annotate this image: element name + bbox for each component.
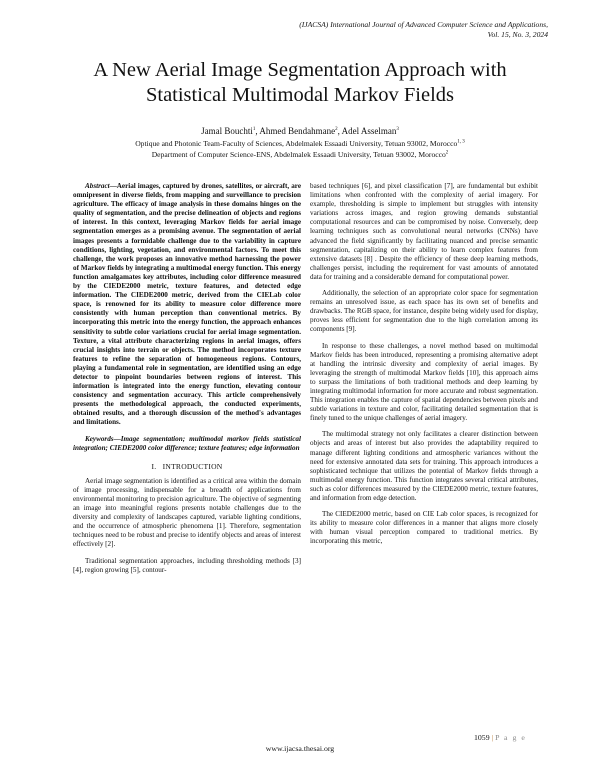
- body-paragraph: In response to these challenges, a novel method based on multimodal Markov fields has been introduced, representing a promising alternative adept at handling the intrinsic diversity and complexity of aerial images. By leveraging the strength of multimodal Markov fields [10], this approach aims to surpass the limitations of both traditional methods and deep learning by integrating multimodal information for more accurate and robust segmentation. This integration enables the capture of spatial dependencies between pixels and subtle variations in texture and color, facilitating detailed segmentation that is finely tuned to the unique challenges of aerial imagery.: [310, 341, 538, 423]
- author-superscript: 1: [252, 127, 256, 132]
- footer-url[interactable]: www.ijacsa.thesai.org: [265, 744, 335, 753]
- title-line-1: A New Aerial Image Segmentation Approach with: [93, 59, 507, 81]
- author-superscript: 2: [335, 127, 338, 132]
- affiliation-text: Optique and Photonic Team-Faculty of Sciences, Abdelmalek Essaadi University, Tetuan 93002, Morocco: [135, 139, 458, 148]
- abstract: [73, 182, 301, 428]
- author-list: [40, 126, 560, 137]
- body-paragraph: The CIEDE2000 metric, based on CIE Lab color spaces, is recognized for its ability to measure color differences in a manner that aligns more closely with human visual perception compared to traditional metrics. By incorporating this metric,: [310, 510, 538, 546]
- journal-header: [188, 20, 548, 40]
- affiliation-1: [40, 139, 560, 149]
- section-title-rest: NTRODUCTION: [165, 461, 223, 471]
- journal-volume: Vol. 15, No. 3, 2024: [487, 30, 548, 39]
- abstract-lead: Abstract: [85, 182, 110, 190]
- affiliation-superscript: 1, 3: [457, 139, 465, 145]
- affiliation-superscript: 2: [445, 150, 449, 156]
- page-number: [474, 733, 526, 742]
- page-number-value: 1059: [474, 733, 490, 742]
- body-paragraph: Aerial image segmentation is identified as a critical area within the domain of image processing, indispensable for a breadth of applications from environmental monitoring to precision agriculture. The objective of segmenting an image into meaningful regions presents notable challenges due to the diversity and complexity of landscapes captured, variable lighting conditions, and the occurrence of atmospheric phenomena [1]. Therefore, segmentation techniques need to be robust and precise to identify objects and areas of interest effectively [2].: [73, 476, 301, 549]
- paper-title: [40, 58, 560, 108]
- page-separator: |: [491, 733, 494, 742]
- left-column: [73, 182, 301, 582]
- author-name: , Adel Asselman: [337, 126, 397, 136]
- author-name: Jamal Bouchti: [201, 126, 253, 136]
- body-paragraph: Additionally, the selection of an appropriate color space for segmentation remains an unresolved issue, as each space has its own set of benefits and drawbacks. The RGB space, for instance, despite being widely used for display, proves less efficient for segmentation due to the high correlation among its components [9].: [310, 289, 538, 334]
- journal-name: (IJACSA) International Journal of Advanced Computer Science and Applications,: [299, 20, 548, 29]
- right-column: [310, 182, 538, 553]
- body-paragraph: The multimodal strategy not only facilitates a clearer distinction between objects and areas of interest but also provides the adaptability required to manage different lighting conditions and atmospheric variances without the need for extensive annotated data sets for training. This approach introduces a sophisticated technique that utilizes the potential of Markov fields through a multimodal energy function. This function integrates several critical attributes, such as color differences measured by the CIEDE2000 metric, texture features, and information from edge detection.: [310, 430, 538, 502]
- affiliation-2: [40, 150, 560, 160]
- abstract-text: —Aerial images, captured by drones, satellites, or aircraft, are omnipresent in diverse fields, from mapping and surveillance to precision agriculture. The efficacy of image analysis in these domains hinges on the quality of segmentation, and the precise delineation of objects and regions of interest. In this context, leveraging Markov fields for aerial image segmentation emerges as a promising avenue. The segmentation of aerial images presents a formidable challenge due to the variability in capture conditions, lighting, vegetation, and environmental factors. To meet this challenge, the work proposes an innovative method harnessing the power of Markov fields by integrating a multimodal energy function. This energy function amalgamates key attributes, including color difference measured by the CIEDE2000 metric, texture features, and detected edge information. The CIEDE2000 metric, derived from the CIELab color space, is renowned for its ability to measure color difference more consistently with human perception than conventional metrics. By incorporating this metric into the energy function, the approach enhances sensitivity to subtle color variations crucial for aerial image segmentation. Texture, a vital attribute characterizing regions in aerial images, offers crucial insights into terrain or objects. The method incorporates texture features to refine the separation of homogeneous regions. Contours, playing a fundamental role in segmentation, are identified using an edge detector to pinpoint boundaries between regions of interest. This information is integrated into the energy function, elevating contour consistency and segmentation accuracy. This article comprehensively presents the methodological approach, the conducted experiments, obtained results, and a thorough discussion of the method's advantages and limitations.: [73, 182, 301, 427]
- page-word: P a g e: [495, 733, 527, 742]
- author-superscript: 3: [396, 127, 399, 132]
- section-title-initial: I: [162, 461, 166, 471]
- section-heading-introduction: [73, 462, 301, 471]
- author-name: , Ahmed Bendahmane: [255, 126, 336, 136]
- body-paragraph: based techniques [6], and pixel classification [7], are fundamental but exhibit limitations when confronted with the complexity of aerial imagery. For example, thresholding is simple to implement but struggles with intensity variations across images, and region growing demands substantial computational resources and can be compromised by noise. Conversely, deep learning techniques such as convolutional neural networks (CNNs) have advanced the field significantly by facilitating nuanced and precise semantic segmentation, capitalizing on their ability to learn complex features from extensive datasets [8] . Despite the efficiency of these deep learning methods, challenges persist, including the requirement for vast amounts of annotated data for training and a considerable demand for computational power.: [310, 182, 538, 281]
- keywords: Keywords—Image segmentation; multimodal markov fields statistical integration; CIEDE2000 color difference; texture features; edge information: [73, 434, 301, 452]
- body-paragraph: Traditional segmentation approaches, including thresholding methods [3] [4], region growing [5], contour-: [73, 556, 301, 574]
- title-line-2: Statistical Multimodal Markov Fields: [145, 84, 455, 106]
- section-numeral: I.: [151, 461, 157, 471]
- affiliation-text: Department of Computer Science-ENS, Abdelmalek Essaadi University, Tetuan 93002, Morocco: [151, 150, 446, 159]
